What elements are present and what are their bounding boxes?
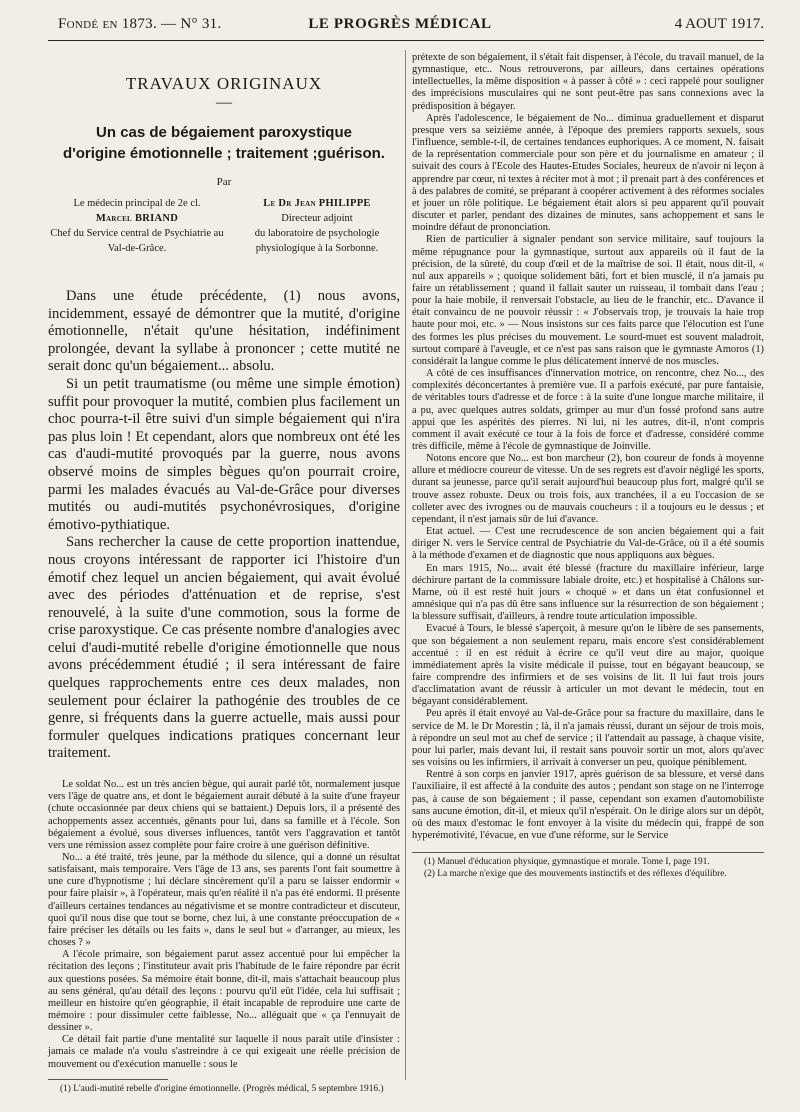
author-left-name: Marcel BRIAND bbox=[95, 213, 179, 224]
right-body-text bbox=[412, 52, 764, 842]
intro-paragraph: Si un petit traumatisme (ou même une simple émotion) suffit pour provoquer la mutité, combien plus facilement un choc pourra-t-il être suivi d'un simple bégaiement qui n'ira pas plus loin ! Et cependant, alors que nombreux ont été les cas d'audi-mutité provoqués par la guerre, nous avons observé moins de simples bègues qu'on pourrait croire, parmi les malades évacués au Val-de-Grâce pour diverses mutités ou audi-mutités psychonévrosiques, d'origine émotivo-pythiatique. bbox=[48, 375, 400, 533]
body-paragraph: Notons encore que No... est bon marcheur (2), bon coureur de fonds à moyenne allure et médiocre coureur de vitesse. Un de ses regrets est d'avoir négligé les sports, durant sa jeunesse, parce qu'il serait aujourd'hui beaucoup plus fort, malgré qu'il se trouve assez robuste. Deux ou trois fois, aux tranchées, il a eu l'occasion de se colleter avec des ivrognes ou de mauvais coucheurs : il a toujours eu le dessus ; et cependant, il n'est jamais sûr de lui d'avance. bbox=[412, 453, 764, 525]
author-right-name: Le Dr Jean PHILIPPE bbox=[263, 198, 371, 209]
article-title-line-1: Un cas de bégaiement paroxystique bbox=[96, 124, 352, 141]
header-date: 4 AOUT 1917. bbox=[674, 16, 764, 32]
intro-paragraph: Sans rechercher la cause de cette proportion inattendue, nous croyons intéressant de rapporter ici l'histoire d'un émotif chez lequel un ancien bégaiement, qui avait évolué avec des périodes d'atténuation et de reprise, s'est renouvelé, à la suite d'une commotion, sous la forme de crise paroxystique. Ce cas présente nombre d'analogies avec celui d'audi-mutité rebelle d'origine émotionnelle que nous avons précédemment étudié ; il sera intéressant de faire quelques rapprochements entre ces deux malades, non seulement pour éclairer la pathogénie des troubles de ce genre, si fréquents dans la guerre actuelle, mais aussi pour formuler quelques indications pratiques concernant leur traitement. bbox=[48, 534, 400, 762]
footnote: (1) L'audi-mutité rebelle d'origine émotionnelle. (Progrès médical, 5 septembre 1916.) bbox=[60, 1083, 384, 1094]
footnote-separator bbox=[412, 852, 764, 853]
author-right-role: Directeur adjoint bbox=[281, 213, 353, 224]
author-right-affiliation: du laboratoire de psychologie physiologique à la Sorbonne. bbox=[254, 228, 380, 254]
body-paragraph: prétexte de son bégaiement, il s'était fait dispenser, à l'école, du travail manuel, de la gymnastique, etc.. Nous retrouverons, par ailleurs, dans certaines opérations intellectuelles, la même disposition « à passer à côté » : ceci rappelé pour souligner des imprécisions musculaires qui ne sont peut-être pas sans connexions avec la prédisposition à bégayer. bbox=[412, 52, 764, 112]
header-journal-title: LE PROGRÈS MÉDICAL bbox=[308, 16, 492, 32]
intro-paragraph: Dans une étude précédente, (1) nous avons, incidemment, essayé de démontrer que la mutité, d'origine émotionnelle, n'était qu'une hésitation, indéfiniment prolongée, devant la syllabe à prononcer ; cette mutité ne serait donc qu'un bégaiement... absolu. bbox=[48, 288, 400, 375]
article-title bbox=[48, 122, 400, 164]
introduction bbox=[48, 288, 400, 763]
by-line: Par bbox=[216, 176, 232, 188]
authors-block bbox=[48, 196, 400, 274]
left-column bbox=[48, 52, 400, 1094]
author-right bbox=[234, 196, 400, 256]
author-left-rank: Le médecin principal de 2e cl. bbox=[73, 198, 201, 209]
header-rule bbox=[48, 40, 764, 41]
body-paragraph: Rentré à son corps en janvier 1917, après guérison de sa blessure, et versé dans l'auxiliaire, il est affecté à la conduite des autos ; pendant son stage on ne l'interroge pas, à cause de son bégaiement ; il passe, cependant son examen d'automobiliste sans aucune émotion, dit-il, et mieux qu'il n'espérait. On le dirige alors sur un dépôt, où des maux d'estomac le font envoyer à la visite du médecin qui, frappé de son hyperémotivité, l'évacue, en vue d'une réforme, sur le Service bbox=[412, 769, 764, 841]
section-dash: — bbox=[216, 94, 232, 111]
body-paragraph: Ce détail fait partie d'une mentalité sur laquelle il nous paraît utile d'insister : jamais ce malade n'a voulu s'astreindre à ce qui exigeait une réelle précision de mouvement ou d'exécution manuelle : sous le bbox=[48, 1034, 400, 1070]
left-body-text bbox=[48, 779, 400, 1071]
body-paragraph: A l'école primaire, son bégaiement parut assez accentué pour lui empêcher la récitation des leçons ; l'instituteur avait pris l'habitude de le faire répondre par écrit aux questions posées. Sa mémoire était bonne, dit-il, mais s'attachait beaucoup plus au sens général, qu'au détail des leçons : pourvu qu'il eût l'idée, cela lui suffisait ; meilleur en histoire qu'en géographie, il était incapable de reproduire une carte de mémoire : pour dissimuler cette faiblesse, No... alléguait que « ça l'ennuyait de dessiner ». bbox=[48, 949, 400, 1034]
body-paragraph: En mars 1915, No... avait été blessé (fracture du maxillaire inférieur, large déchirure partant de la commissure labiale droite, etc.) et hospitalisé à Châlons sur-Marne, où il est resté huit jours « choqué » et dans un état confusionnel et amnésique qui n'a pas dû être sans influence sur la résurrection de son bégaiement ; la blessure suffisait, d'ailleurs, à rendre toute articulation impossible. bbox=[412, 562, 764, 623]
body-paragraph: Peu après il était envoyé au Val-de-Grâce pour sa fracture du maxillaire, dans le service de M. le Dr Morestin ; là, il n'a jamais réussi, durant un séjour de trois mois, à répondre un seul mot au chef de service ; il l'attendait au passage, à chaque visite, pour lui parler, mais devant lui, il restait sans pouvoir sortir un mot, alors qu'avec ses voisins ou les infirmiers, il arrivait à converser un peu, quoique péniblement. bbox=[412, 708, 764, 769]
page-header bbox=[0, 0, 800, 42]
header-founded: Fondé en 1873. — N° 31. bbox=[58, 16, 222, 32]
author-left-affiliation: Chef du Service central de Psychiatrie au Val-de-Grâce. bbox=[50, 228, 224, 254]
footnote: (1) Manuel d'éducation physique, gymnastique et morale. Tome I, page 191. bbox=[424, 857, 710, 868]
footnote: (2) La marche n'exige que des mouvements instinctifs et des réflexes d'équilibre. bbox=[424, 868, 727, 879]
author-left bbox=[48, 196, 226, 256]
body-paragraph: Evacué à Tours, le blessé s'aperçoit, à mesure qu'on le libère de ses pansements, que son bégaiement a non seulement reparu, mais encore s'est considérablement accentué : il en est réduit à écrire ce qu'il veut dire au major, quoique immédiatement après la visite médicale il puisse, tout en bégayant beaucoup, se faire comprendre des infirmiers et de ses voisins de lit. Il lui faut trois jours d'acclimatation avant de réussir à articuler un mot devant le médecin, tout en bégayant considérablement. bbox=[412, 623, 764, 708]
body-paragraph: Après l'adolescence, le bégaiement de No... diminua graduellement et disparut presque vers sa seizième année, à l'époque des premiers rapports sexuels, sous l'influence, semble-t-il, de certaines tendances euphoriques. A ce moment, N. faisait de la représentation commerciale pour son père et du journalisme en amateur ; il suivait des cours à l'Ecole des Hautes-Etudes Sociales, heureux de n'avoir ni leçon à apprendre par cœur, ni textes à réciter mot à mot ; il prenait part à des conférences et à des palabres de comité, se préparant à coopérer activement à des réformes sociales et jouer un rôle politique. Le bégaiement était alors si peu apparent qu'il pouvait discuter et parler, pendant des dizaines de minutes, sans achoppement et sans le moindre défaut de prononciation. bbox=[412, 112, 764, 234]
body-paragraph: Rien de particulier à signaler pendant son service militaire, sauf toujours la même répugnance pour la gymnastique, surtout aux appareils où il faut de la précision, de la sûreté, du coup d'œil et de la maîtrise de soi. Il était, nous dit-il, « nul aux appareils » ; quoique solidement bâti, fort et bien musclé, il n'a jamais pu faire un rétablissement ; quand il fallait sauter un ruisseau, il tombait dans l'eau ; pour la haie mobile, il renversait l'obstacle, au lieu de le franchir, etc.. D'avance il était convaincu de ne pouvoir réussir : « J'observais trop, je trouvais la haie trop haute pour moi, etc. » — Nous insistons sur ces faits parce que l'élocution est l'une des formes les plus précises du mouvement. Le sourd-muet est souvent maladroit, surtout comparé à l'aveugle, et ce n'est pas sans raison que le gymnaste Amoros (1) considérait la langue comme le plus délicatement innervé de nos muscles. bbox=[412, 234, 764, 367]
column-divider bbox=[405, 50, 406, 1080]
footnote-separator bbox=[48, 1079, 168, 1080]
body-paragraph: A côté de ces insuffisances d'innervation motrice, on rencontre, chez No..., des complexités déconcertantes à première vue. Il a parfois exécuté, par pure fantaisie, de véritables tours d'adresse et de force : à la suite d'une longue marche militaire, il a pu, avec quelques autres soldats, grimper au mur d'un fossé profond sans autre appui que les aspérités des pierres. Ni lui, ni les autres, dit-il, n'ont compris comment il avait exécuté ce tour à la fois de force et d'adresse, considéré comme très difficile, même à l'école de gymnastique de Joinville. bbox=[412, 368, 764, 452]
right-column bbox=[412, 52, 764, 1082]
article-title-line-2: d'origine émotionnelle ; traitement ;guérison. bbox=[63, 145, 385, 162]
body-paragraph: No... a été traité, très jeune, par la méthode du silence, qui a donné un résultat satisfaisant, mais temporaire. Vers l'âge de 13 ans, ses parents l'ont fait soumettre à une cure d'hypnotisme ; lui déclare sincèrement qu'il a paru se laisser endormir « pour faire plaisir », à l'opérateur, mais qu'en réalité il n'a pas été endormi. Il présente d'ailleurs certaines tendances au négativisme et se montre contradicteur et discuteur, quoi qu'il nous dise que tout se borne, chez lui, à une constante préoccupation de « faire préciser les détails ou les faits », dans le seul but « d'arranger, au mieux, les choses ? » bbox=[48, 851, 400, 949]
body-paragraph: Etat actuel. — C'est une recrudescence de son ancien bégaiement qui a fait diriger N. vers le Service central de Psychiatrie du Val-de-Grâce, où il a été soumis à la méthode d'examen et de diagnostic que nous appliquons aux bègues. bbox=[412, 526, 764, 562]
section-title: TRAVAUX ORIGINAUX bbox=[125, 74, 323, 93]
body-paragraph: Le soldat No... est un très ancien bègue, qui aurait parlé tôt, normalement jusque vers l'âge de quatre ans, et dont le bégaiement aurait débuté à la suite d'une frayeur (chute occasionnée par deux chiens qui se battaient.) Depuis lors, il a présenté des achoppements assez accentués, gênants pour lui, dans sa famille et à l'école. Son bégaiement a évolué, sous diverses influences, tantôt vers l'aggravation et tantôt vers une rémission assez complète pour faire croire à une guérison définitive. bbox=[48, 779, 400, 851]
